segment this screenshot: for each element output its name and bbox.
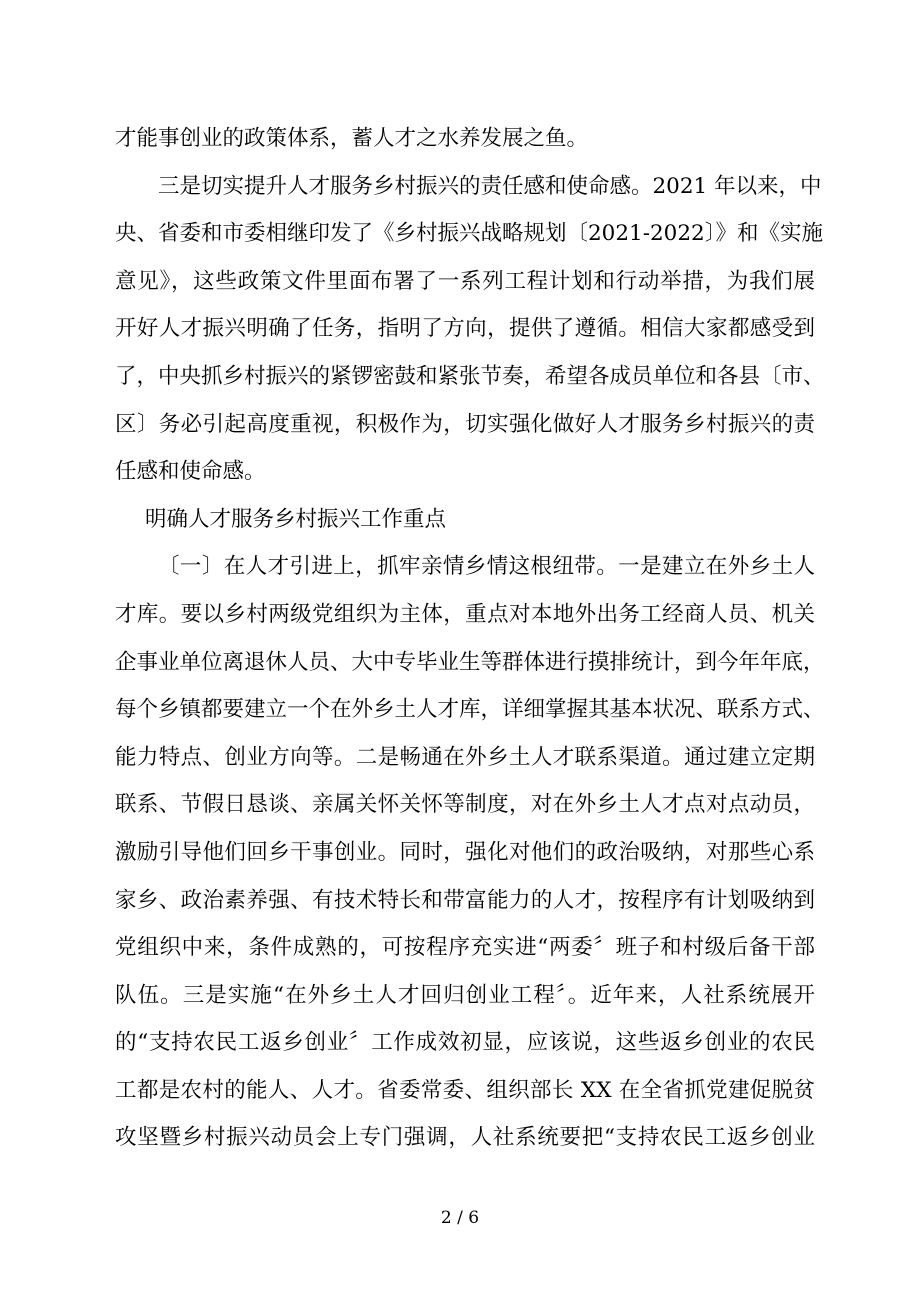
text-line: 每个乡镇都要建立一个在外乡土人才库，详细掌握其基本状况、联系方式、 (115, 697, 825, 723)
text-line: 联系、节假日恳谈、亲属关怀关怀等制度，对在外乡土人才点对点动员， (115, 792, 815, 818)
subsection-line: 〔一〕在人才引进上，抓牢亲情乡情这根纽带。一是建立在外乡土人 (158, 554, 815, 580)
text-line: 三是切实提升人才服务乡村振兴的责任感和使命感。2021 年以来，中 (158, 173, 822, 199)
text-line: 企事业单位离退休人员、大中专毕业生等群体进行摸排统计，到今年年底， (115, 649, 825, 675)
body-text (115, 115, 825, 1162)
text-line: 区〕务必引起高度重视，积极作为，切实强化做好人才服务乡村振兴的责 (115, 411, 815, 437)
text-line: 工都是农村的能人、人才。省委常委、组织部长 XX 在全省抓党建促脱贫 (115, 1077, 815, 1103)
section-heading: 明确人才服务乡村振兴工作重点 (145, 506, 447, 532)
text-line: 才库。要以乡村两级党组织为主体，重点对本地外出务工经商人员、机关 (115, 601, 815, 627)
text-line: 了，中央抓乡村振兴的紧锣密鼓和紧张节奏，希望各成员单位和各县〔市、 (115, 363, 825, 389)
text-line: 的“支持农民工返乡创业〞工作成效初显，应该说，这些返乡创业的农民 (115, 1030, 815, 1056)
text-line: 央、省委和市委相继印发了《乡村振兴战略规划〔2021-2022〕》和《实施 (115, 221, 823, 247)
text-line: 党组织中来，条件成熟的，可按程序充实进“两委〞班子和村级后备干部 (115, 935, 815, 961)
text-line: 意见》，这些政策文件里面布署了一系列工程计划和行动举措，为我们展 (115, 268, 815, 294)
text-line: 队伍。三是实施“在外乡土人才回归创业工程〞。近年来，人社系统展开 (115, 982, 815, 1008)
text-line: 激励引导他们回乡干事创业。同时，强化对他们的政治吸纳，对那些心系 (115, 839, 815, 865)
text-line: 能力特点、创业方向等。二是畅通在外乡土人才联系渠道。通过建立定期 (115, 744, 815, 770)
text-line: 开好人才振兴明确了任务，指明了方向，提供了遵循。相信大家都感受到 (115, 316, 815, 342)
text-line: 攻坚暨乡村振兴动员会上专门强调，人社系统要把“支持农民工返乡创业 (115, 1125, 815, 1151)
page-number: 2 / 6 (440, 1208, 480, 1228)
text-line: 家乡、政治素养强、有技术特长和带富能力的人才，按程序有计划吸纳到 (115, 887, 815, 913)
text-line: 才能事创业的政策体系，蓄人才之水养发展之鱼。 (115, 126, 589, 151)
text-line: 任感和使命感。 (115, 459, 266, 485)
